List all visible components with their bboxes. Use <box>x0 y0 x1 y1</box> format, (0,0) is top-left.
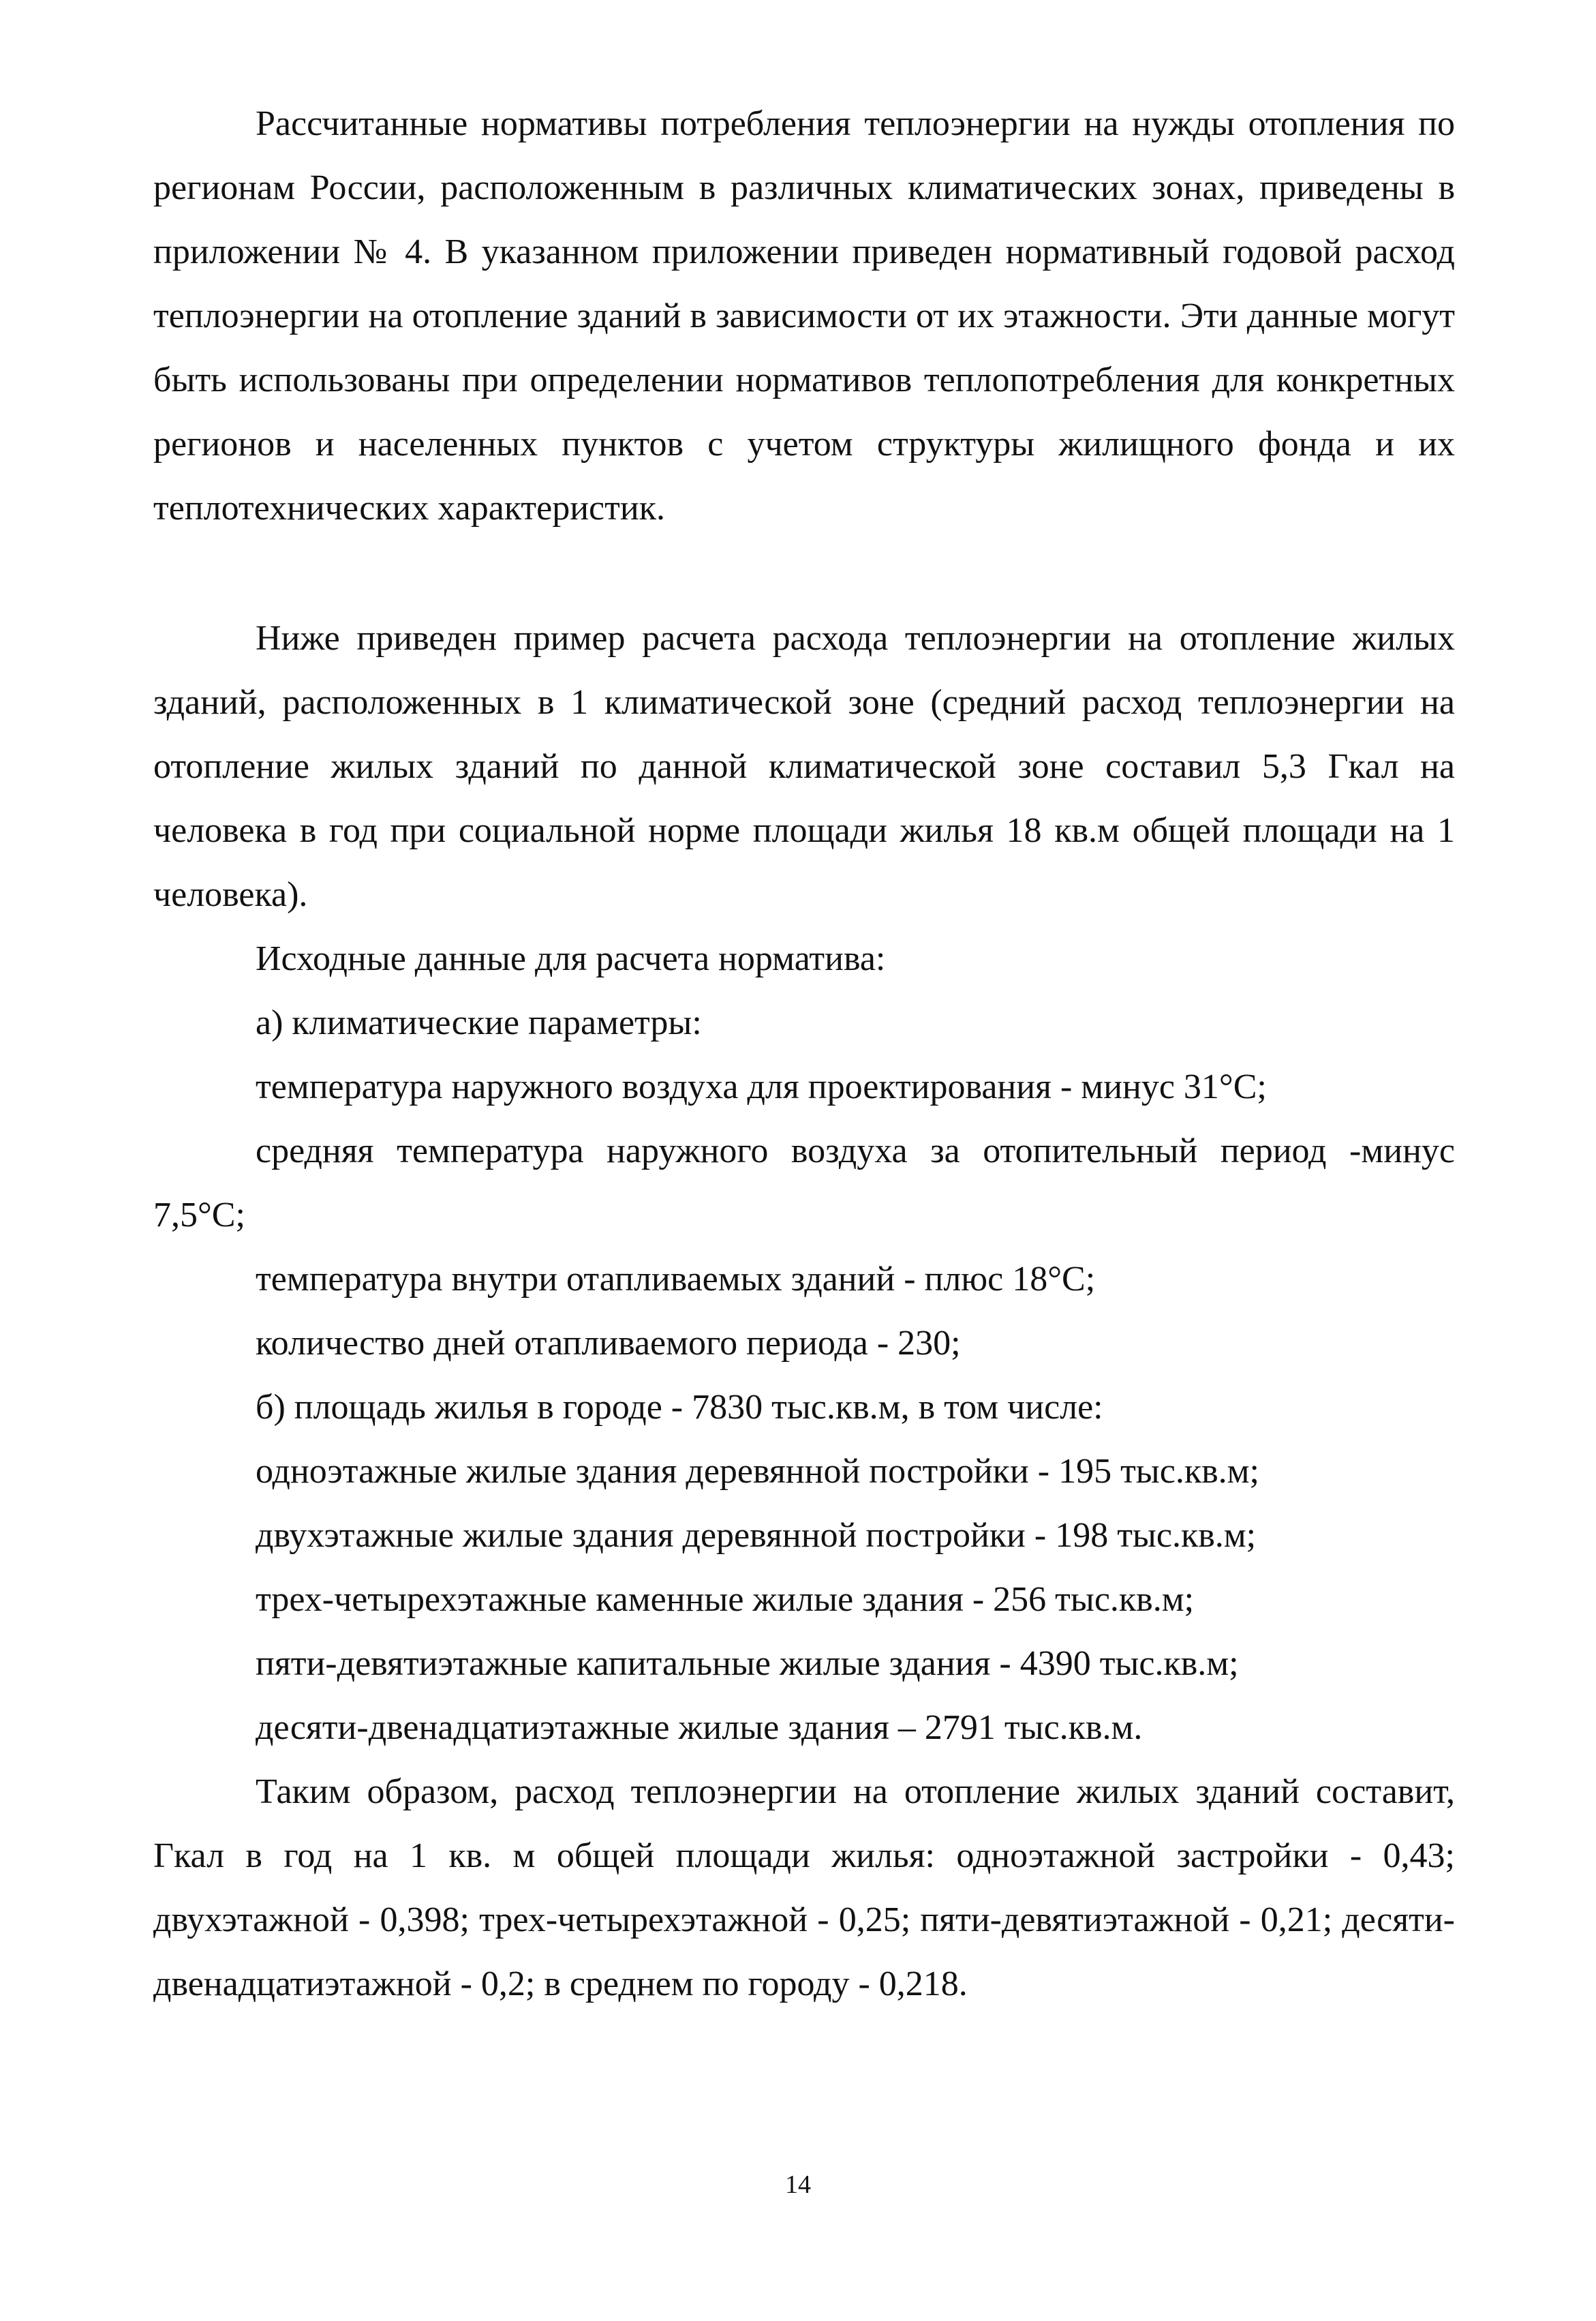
paragraph-five-nine-storey: пяти-девятиэтажные капитальные жилые здания - 4390 тыс.кв.м; <box>256 1644 1239 1683</box>
paragraph-climate-params: а) климатические параметры: <box>256 1003 702 1042</box>
paragraph-two-storey: двухэтажные жилые здания деревянной постройки - 198 тыс.кв.м; <box>256 1516 1257 1555</box>
paragraph-source-data-heading: Исходные данные для расчета норматива: <box>256 939 886 978</box>
paragraph-housing-area: б) площадь жилья в городе - 7830 тыс.кв.м, в том числе: <box>256 1388 1103 1427</box>
text-block-example <box>153 607 1455 2016</box>
paragraph-ten-twelve-storey: десяти-двенадцатиэтажные жилые здания – 2791 тыс.кв.м. <box>256 1708 1143 1747</box>
paragraph-conclusion: Таким образом, расход теплоэнергии на отопление жилых зданий составит, Гкал в год на 1 кв. м общей площади жилья: одноэтажной застройки - 0,43; двухэтажной - 0,398; трех-четырехэтажной - 0,25; пяти-девятиэтажной - 0,21; десяти-двенадцатиэтажной - 0,2; в среднем по городу - 0,218. <box>153 1772 1455 2003</box>
paragraph-average-temperature: средняя температура наружного воздуха за отопительный период -минус 7,5°С; <box>153 1132 1455 1234</box>
paragraph-one-storey: одноэтажные жилые здания деревянной постройки - 195 тыс.кв.м; <box>256 1452 1259 1491</box>
page-number: 14 <box>785 2170 811 2199</box>
paragraph-example-intro: Ниже приведен пример расчета расхода теплоэнергии на отопление жилых зданий, расположенных в 1 климатической зоне (средний расход теплоэнергии на отопление жилых зданий по данной климатической зоне составил 5,3 Гкал на человека в год при социальной норме площади жилья 18 кв.м общей площади на 1 человека). <box>153 619 1455 914</box>
text-block-intro <box>153 92 1455 541</box>
paragraph-three-four-storey: трех-четырехэтажные каменные жилые здания - 256 тыс.кв.м; <box>256 1580 1195 1619</box>
paragraph-inside-temperature: температура внутри отапливаемых зданий - плюс 18°С; <box>256 1260 1096 1299</box>
paragraph-design-temperature: температура наружного воздуха для проектирования - минус 31°С; <box>256 1067 1267 1106</box>
paragraph-heating-days: количество дней отапливаемого периода - 230; <box>256 1324 961 1363</box>
paragraph-norms-appendix: Рассчитанные нормативы потребления теплоэнергии на нужды отопления по регионам России, расположенным в различных климатических зонах, приведены в приложении № 4. В указанном приложении приведен нормативный годовой расход теплоэнергии на отопление зданий в зависимости от их этажности. Эти данные могут быть использованы при определении нормативов теплопотребления для конкретных регионов и населенных пунктов с учетом структуры жилищного фонда и их теплотехнических характеристик. <box>153 104 1455 528</box>
